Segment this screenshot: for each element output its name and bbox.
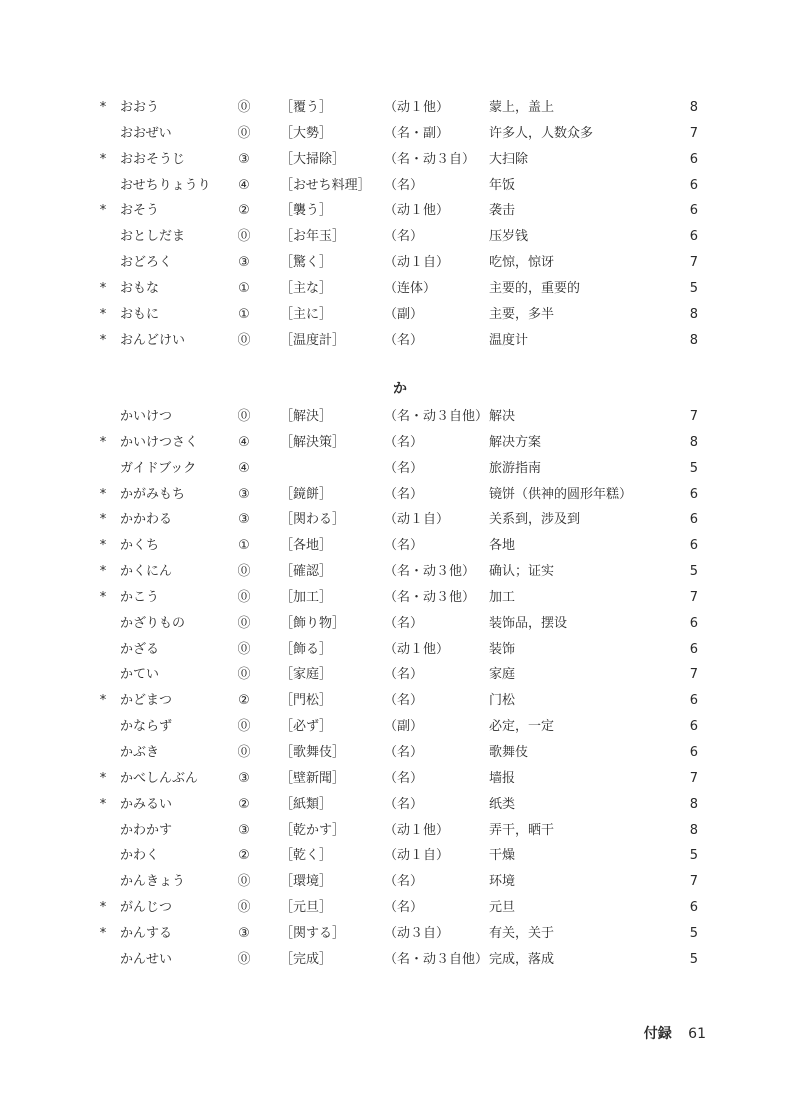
kanji-notation: ［飾る］ [280, 641, 333, 657]
lesson-number: 6 [689, 744, 698, 760]
star-marker: * [99, 203, 107, 219]
star-marker: * [99, 564, 107, 580]
part-of-speech: （名） [384, 486, 424, 502]
vocab-entry [0, 250, 800, 276]
part-of-speech: （副） [384, 719, 424, 735]
star-marker: * [99, 332, 107, 348]
star-marker: * [99, 306, 107, 322]
kanji-notation: ［完成］ [280, 951, 333, 967]
lesson-number: 7 [689, 589, 698, 605]
part-of-speech: （连体） [384, 280, 437, 296]
page-number: 61 [688, 1026, 706, 1042]
meaning: 许多人，人数众多 [489, 125, 594, 141]
lesson-number: 6 [689, 486, 698, 502]
meaning: 元旦 [489, 900, 516, 916]
accent-mark: ⓪ [237, 332, 251, 348]
kanji-notation: ［お年玉］ [280, 229, 346, 245]
accent-mark: ③ [238, 512, 250, 528]
kanji-notation: ［乾かす］ [280, 822, 346, 838]
part-of-speech: （名） [384, 615, 424, 631]
accent-mark: ⓪ [237, 951, 251, 967]
meaning: 弄干，晒干 [489, 822, 555, 838]
reading: おおそうじ [120, 151, 186, 167]
part-of-speech: （名） [384, 796, 424, 812]
reading: かいけつ [120, 409, 173, 424]
accent-mark: ⓪ [237, 589, 251, 605]
kanji-notation: ［各地］ [280, 538, 333, 554]
accent-mark: ⓪ [237, 667, 251, 683]
reading: かならず [120, 719, 173, 735]
meaning: 袭击 [489, 203, 516, 219]
vocab-entry [0, 688, 800, 714]
meaning: 主要的，重要的 [489, 280, 581, 296]
part-of-speech: （名） [384, 770, 424, 786]
accent-mark: ③ [238, 770, 250, 786]
meaning: 各地 [489, 538, 516, 554]
reading: かいけつさく [120, 434, 199, 450]
meaning: 年饭 [489, 177, 516, 193]
part-of-speech: （动１自） [384, 255, 450, 271]
vocab-entry [0, 198, 800, 224]
part-of-speech: （动３自） [384, 925, 450, 941]
kanji-notation: ［温度計］ [280, 332, 346, 348]
vocab-entry [0, 224, 800, 250]
vocab-entry [0, 328, 800, 354]
lesson-number: 5 [689, 951, 698, 967]
meaning: 墙报 [489, 770, 516, 786]
accent-mark: ④ [238, 460, 250, 476]
part-of-speech: （名・副） [384, 125, 450, 141]
meaning: 确认；证实 [489, 564, 555, 580]
part-of-speech: （副） [384, 306, 424, 322]
kanji-notation: ［解決策］ [280, 434, 346, 450]
lesson-number: 5 [689, 848, 698, 864]
reading: かわく [120, 848, 160, 864]
part-of-speech: （名） [384, 538, 424, 554]
accent-mark: ③ [238, 255, 250, 271]
kanji-notation: ［関する］ [280, 925, 346, 941]
kanji-notation: ［大勢］ [280, 125, 333, 141]
reading: かんする [120, 925, 173, 941]
vocab-entry [0, 637, 800, 663]
reading: おもな [120, 280, 160, 296]
part-of-speech: （动１自） [384, 512, 450, 528]
accent-mark: ⓪ [237, 874, 251, 890]
part-of-speech: （动１他） [384, 641, 450, 657]
lesson-number: 7 [689, 874, 698, 890]
lesson-number: 7 [689, 667, 698, 683]
star-marker: * [99, 900, 107, 916]
vocab-entry [0, 766, 800, 792]
meaning: 解决 [489, 409, 516, 424]
meaning: 镜饼（供神的圆形年糕） [489, 486, 633, 502]
part-of-speech: （名・动３自他） [384, 951, 489, 967]
lesson-number: 6 [689, 538, 698, 554]
lesson-number: 8 [689, 306, 698, 322]
star-marker: * [99, 434, 107, 450]
kanji-notation: ［環境］ [280, 874, 333, 890]
reading: おどろく [120, 255, 173, 271]
kanji-notation: ［歌舞伎］ [280, 744, 346, 760]
meaning: 关系到，涉及到 [489, 512, 581, 528]
star-marker: * [99, 538, 107, 554]
reading: かみるい [120, 796, 173, 812]
reading: かんきょう [120, 874, 186, 890]
lesson-number: 7 [689, 409, 698, 424]
part-of-speech: （名） [384, 460, 424, 476]
reading: かんせい [120, 951, 173, 967]
meaning: 温度计 [489, 332, 529, 348]
reading: かくにん [120, 564, 173, 580]
vocab-entry [0, 611, 800, 637]
meaning: 必定，一定 [489, 719, 555, 735]
lesson-number: 6 [689, 177, 698, 193]
lesson-number: 6 [689, 693, 698, 709]
meaning: 完成，落成 [489, 951, 555, 967]
star-marker: * [99, 925, 107, 941]
accent-mark: ⓪ [237, 125, 251, 141]
star-marker: * [99, 796, 107, 812]
lesson-number: 5 [689, 460, 698, 476]
accent-mark: ③ [238, 151, 250, 167]
kanji-notation: ［加工］ [280, 589, 333, 605]
reading: ガイドブック [120, 460, 197, 476]
lesson-number: 6 [689, 641, 698, 657]
accent-mark: ② [238, 203, 250, 219]
part-of-speech: （名） [384, 693, 424, 709]
vocab-entry [0, 792, 800, 818]
part-of-speech: （动１自） [384, 848, 450, 864]
accent-mark: ② [238, 796, 250, 812]
accent-mark: ⓪ [237, 641, 251, 657]
reading: おもに [120, 306, 160, 322]
star-marker: * [99, 693, 107, 709]
lesson-number: 8 [689, 100, 698, 115]
kanji-notation: ［乾く］ [280, 848, 333, 864]
reading: かべしんぶん [120, 770, 199, 786]
kanji-notation: ［家庭］ [280, 667, 333, 683]
reading: おおぜい [120, 125, 172, 141]
accent-mark: ⓪ [237, 229, 251, 245]
lesson-number: 7 [689, 770, 698, 786]
kanji-notation: ［解決］ [280, 409, 333, 424]
accent-mark: ⓪ [237, 409, 251, 424]
vocab-entry [0, 559, 800, 585]
lesson-number: 8 [689, 434, 698, 450]
meaning: 解决方案 [489, 434, 542, 450]
reading: おおう [120, 100, 160, 115]
kanji-notation: ［飾り物］ [280, 615, 346, 631]
accent-mark: ⓪ [237, 615, 251, 631]
vocab-entry [0, 456, 800, 482]
lesson-number: 6 [689, 229, 698, 245]
star-marker: * [99, 512, 107, 528]
star-marker: * [99, 100, 107, 115]
kanji-notation: ［鏡餅］ [280, 486, 333, 502]
kanji-notation: ［驚く］ [280, 255, 333, 271]
reading: おとしだま [120, 229, 186, 245]
reading: かわかす [120, 822, 173, 838]
vocab-entry [0, 662, 800, 688]
part-of-speech: （名） [384, 667, 424, 683]
part-of-speech: （名・动３他） [384, 564, 476, 580]
reading: かくち [120, 538, 160, 554]
part-of-speech: （名） [384, 229, 424, 245]
vocab-entry [0, 482, 800, 508]
part-of-speech: （名） [384, 332, 424, 348]
accent-mark: ⓪ [237, 744, 251, 760]
meaning: 环境 [489, 874, 516, 890]
lesson-number: 6 [689, 512, 698, 528]
accent-mark: ⓪ [237, 564, 251, 580]
reading: かこう [120, 589, 160, 605]
accent-mark: ⓪ [237, 900, 251, 916]
page-footer [644, 1023, 706, 1043]
kanji-notation: ［主な］ [280, 280, 333, 296]
vocab-entry [0, 430, 800, 456]
lesson-number: 5 [689, 564, 698, 580]
lesson-number: 5 [689, 280, 698, 296]
star-marker: * [99, 280, 107, 296]
accent-mark: ⓪ [237, 719, 251, 735]
reading: かてい [120, 667, 160, 683]
vocab-entry [0, 585, 800, 611]
reading: おそう [120, 203, 160, 219]
reading: かぶき [120, 744, 160, 760]
meaning: 有关，关于 [489, 925, 555, 941]
vocab-entry [0, 404, 800, 430]
accent-mark: ④ [238, 177, 250, 193]
vocab-entry [0, 173, 800, 199]
vocab-entry [0, 302, 800, 328]
vocab-entry [0, 869, 800, 895]
accent-mark: ③ [238, 486, 250, 502]
kanji-notation: ［おせち料理］ [280, 177, 371, 193]
accent-mark: ② [238, 693, 250, 709]
vocab-entry [0, 947, 800, 973]
kanji-notation: ［襲う］ [280, 203, 333, 219]
reading: かどまつ [120, 693, 173, 709]
vocabulary-section-o [0, 95, 800, 353]
kanji-notation: ［必ず］ [280, 719, 333, 735]
vocab-entry [0, 843, 800, 869]
part-of-speech: （名） [384, 874, 424, 890]
accent-mark: ③ [238, 822, 250, 838]
star-marker: * [99, 589, 107, 605]
lesson-number: 7 [689, 255, 698, 271]
kanji-notation: ［大掃除］ [280, 151, 346, 167]
lesson-number: 7 [689, 125, 698, 141]
lesson-number: 8 [689, 332, 698, 348]
lesson-number: 6 [689, 719, 698, 735]
meaning: 装饰品，摆设 [489, 615, 568, 631]
accent-mark: ① [238, 538, 250, 554]
meaning: 门松 [489, 693, 516, 709]
meaning: 吃惊，惊讶 [489, 255, 555, 271]
part-of-speech: （名・动３他） [384, 589, 476, 605]
kanji-notation: ［主に］ [280, 306, 333, 322]
reading: おせちりょうり [120, 177, 211, 193]
part-of-speech: （动１他） [384, 100, 450, 115]
part-of-speech: （名） [384, 900, 424, 916]
kanji-notation: ［紙類］ [280, 796, 333, 812]
part-of-speech: （动１他） [384, 203, 450, 219]
star-marker: * [99, 151, 107, 167]
vocab-entry [0, 507, 800, 533]
star-marker: * [99, 486, 107, 502]
meaning: 家庭 [489, 667, 516, 683]
section-heading-ka: か [393, 381, 407, 397]
part-of-speech: （名） [384, 744, 424, 760]
meaning: 干燥 [489, 848, 516, 864]
meaning: 歌舞伎 [489, 744, 529, 760]
lesson-number: 6 [689, 615, 698, 631]
vocab-entry [0, 533, 800, 559]
vocab-entry [0, 921, 800, 947]
star-marker: * [99, 770, 107, 786]
accent-mark: ⓪ [237, 100, 251, 115]
meaning: 大扫除 [489, 151, 529, 167]
lesson-number: 8 [689, 796, 698, 812]
meaning: 旅游指南 [489, 460, 542, 476]
lesson-number: 5 [689, 925, 698, 941]
vocab-entry [0, 121, 800, 147]
accent-mark: ④ [238, 434, 250, 450]
vocab-entry [0, 895, 800, 921]
kanji-notation: ［壁新聞］ [280, 770, 346, 786]
vocab-entry [0, 276, 800, 302]
kanji-notation: ［関わる］ [280, 512, 346, 528]
appendix-label: 付録 [643, 1026, 672, 1042]
reading: かざる [120, 641, 160, 657]
kanji-notation: ［覆う］ [280, 100, 333, 115]
lesson-number: 8 [689, 822, 698, 838]
meaning: 装饰 [489, 641, 516, 657]
vocab-entry [0, 740, 800, 766]
accent-mark: ③ [238, 925, 250, 941]
part-of-speech: （名） [384, 177, 424, 193]
accent-mark: ② [238, 848, 250, 864]
accent-mark: ① [238, 280, 250, 296]
meaning: 主要，多半 [489, 306, 555, 322]
part-of-speech: （动１他） [384, 822, 450, 838]
kanji-notation: ［元旦］ [280, 900, 333, 916]
accent-mark: ① [238, 306, 250, 322]
kanji-notation: ［確認］ [280, 564, 333, 580]
reading: かがみもち [120, 486, 186, 502]
part-of-speech: （名） [384, 434, 424, 450]
lesson-number: 6 [689, 203, 698, 219]
reading: おんどけい [120, 332, 186, 348]
vocabulary-section-ka [0, 404, 800, 973]
kanji-notation: ［門松］ [280, 693, 333, 709]
meaning: 纸类 [489, 796, 516, 812]
lesson-number: 6 [689, 151, 698, 167]
meaning: 加工 [489, 589, 516, 605]
reading: かかわる [120, 512, 173, 528]
lesson-number: 6 [689, 900, 698, 916]
vocab-entry [0, 714, 800, 740]
part-of-speech: （名・动３自） [384, 151, 476, 167]
vocab-entry [0, 147, 800, 173]
meaning: 蒙上，盖上 [489, 100, 555, 115]
vocab-entry [0, 95, 800, 121]
meaning: 压岁钱 [489, 229, 529, 245]
reading: がんじつ [120, 900, 173, 916]
vocab-entry [0, 818, 800, 844]
part-of-speech: （名・动３自他） [384, 409, 489, 424]
reading: かざりもの [120, 615, 186, 631]
